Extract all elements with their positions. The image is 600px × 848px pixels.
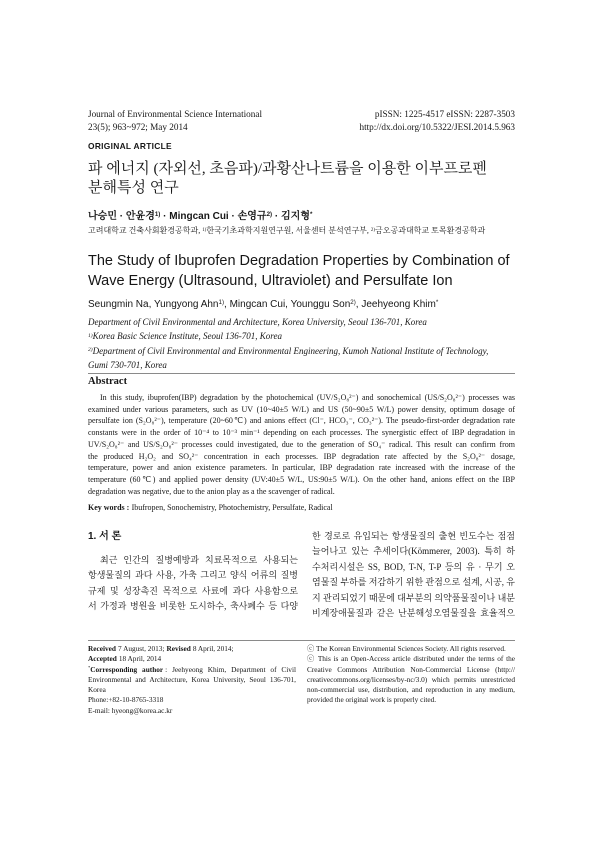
affiliation-mark: 2)	[370, 227, 376, 233]
body-line: 서 가정과 병원을 비롯한 도시하수, 축사폐수 등 다양	[88, 601, 298, 612]
author-separator: ,	[285, 299, 291, 310]
journal-name: Journal of Environmental Science International	[88, 109, 262, 119]
email-address[interactable]: E-mail: hyeong@korea.ac.kr	[88, 705, 173, 715]
author-name: Younggu Son	[290, 299, 351, 310]
received-label: Received	[88, 644, 116, 653]
copyright-notice	[307, 644, 515, 706]
author-separator: ,	[355, 299, 362, 310]
license-line: Creative Commons Attribution Non-Commercial License (http://	[307, 664, 515, 674]
article-type: ORIGINAL ARTICLE	[88, 141, 172, 151]
keywords-label: Key words :	[88, 503, 130, 512]
corresponding-text: Environmental and Architecture, Korea University, Seoul 136-701,	[88, 674, 296, 684]
footnote-divider	[88, 640, 515, 641]
keywords	[88, 503, 333, 513]
body-line: 규제 및 성장촉진 목적으로 사료에 과다 사용함으로	[88, 585, 298, 596]
body-line: 늘어나고 있는 추세이다(Kömmerer, 2003). 특히 하	[312, 546, 515, 557]
korean-author-list	[88, 211, 312, 223]
abstract-line: persulfate ion (S₂O₈²⁻), temperature (20~60℃) and anions effect (Cl⁻, HCO₃⁻, CO₃²⁻). The pseudo-first-order degradation rate	[88, 416, 515, 426]
journal-citation	[88, 108, 262, 134]
received-revised-line	[88, 644, 296, 654]
author-name: 나승민	[88, 211, 117, 222]
author-name: 안윤경	[125, 211, 155, 222]
license-line: creativecommons.org/licenses/by-nc/3.0) which permits unrestricted	[307, 674, 515, 684]
corresponding-author-line	[88, 665, 296, 675]
journal-identifiers	[359, 108, 515, 134]
korean-title	[88, 160, 487, 198]
issn: pISSN: 1225-4517 eISSN: 2287-3503	[374, 109, 515, 119]
accepted-date: 18 April, 2014	[118, 654, 162, 664]
author-name: 김지형	[281, 211, 310, 222]
abstract-heading: Abstract	[88, 376, 128, 387]
body-line: 지 관리되었기 때문에 대부분의 의약품물질이나 내분	[312, 592, 515, 603]
author-affiliation-mark: 2)	[350, 298, 356, 306]
body-line: 최근 인간의 질병예방과 치료목적으로 사용되는	[100, 555, 298, 565]
affiliation-mark: 2)	[88, 347, 93, 354]
license-line: ⓒ This is an Open-Access article distributed under the terms of the	[307, 654, 515, 664]
author-separator: ·	[272, 211, 281, 222]
abstract-line: constants were in the order of 10⁻⁴ to 10⁻³ min⁻¹ depending on each processes. The synergistic effect of IBP degradation in	[88, 428, 515, 438]
license-line: provided the original work is properly cited.	[307, 695, 437, 705]
author-name: Mingcan Cui	[229, 299, 286, 310]
author-separator: ,	[148, 299, 154, 310]
english-affiliations	[88, 315, 488, 373]
author-separator: ·	[160, 211, 170, 222]
article-history	[88, 644, 296, 716]
abstract-line: In this study, ibuprofen(IBP) degradation by the photochemical (UV/S₂O₈²⁻) and sonochemical (US/S₂O₈²⁻) processes was	[100, 393, 515, 402]
accepted-line	[88, 654, 296, 664]
author-name: 손영규	[237, 211, 267, 222]
author-affiliation-mark: 1)	[154, 210, 161, 218]
english-title	[88, 252, 510, 291]
english-title-line: Wave Energy (Ultrasound, Ultraviolet) and Persulfate Ion	[88, 272, 453, 289]
affiliation-text: Department of Civil Environmental and Architecture, Korea University, Seoul 136-701, Korea	[88, 317, 427, 327]
author-name: Mingcan Cui	[169, 211, 229, 222]
abstract-line: the produced H₂O₂ and SO₄²⁻ concentration in each processes. IBP degradation rate affected by the S₂O₈²⁻ dosage,	[88, 451, 515, 461]
body-line: 염물질 부하를 저감하기 위한 관점으로 설계, 시공, 유	[312, 577, 515, 588]
journal-issue: 23(5); 963~972; May 2014	[88, 122, 188, 132]
affiliation-text: 고려대학교 건축사회환경공학과,	[88, 226, 203, 235]
affiliation-line	[88, 344, 488, 358]
affiliation-text: Korea Basic Science Institute, Seoul 136-701, Korea	[92, 331, 282, 342]
section-number: 1.	[88, 531, 97, 542]
revised-label: Revised	[166, 644, 191, 653]
korean-affiliations	[88, 226, 485, 236]
doi-link[interactable]: http://dx.doi.org/10.5322/JESI.2014.5.963	[359, 122, 515, 132]
abstract-line: temperature (60℃) and applied power density (UV:40±5 W/L, US:90±5 W/L). On the other hand, anions effect on the IBP	[88, 474, 515, 484]
english-title-line: The Study of Ibuprofen Degradation Properties by Combination of	[88, 253, 510, 269]
affiliation-mark: 1)	[88, 332, 93, 339]
author-name: Yungyong Ahn	[153, 299, 219, 310]
affiliation-line	[88, 315, 488, 329]
abstract-line: UV/S₂O₈²⁻ and US/S₂O₈²⁻ processes could investigated, due to the generation of SO₄⁻ radical. This result can confirm from	[88, 439, 515, 449]
abstract-line: degradation was negative, due to the anion play as a the scavenger of radical.	[88, 486, 335, 496]
author-separator: ,	[224, 299, 230, 310]
body-column-left	[88, 553, 298, 615]
body-line: 수처리시설은 SS, BOD, T-N, T-P 등의 유 · 무기 오	[312, 561, 515, 572]
author-separator: ·	[228, 211, 238, 222]
body-line: 항생물질의 과다 사용, 가축 그리고 양식 어류의 질병	[88, 570, 298, 581]
corresponding-text: Korea	[88, 685, 106, 695]
section-heading	[88, 531, 121, 543]
corresponding-author-mark: *	[435, 298, 439, 306]
section-title: 서 론	[99, 531, 122, 542]
accepted-label: Accepted	[88, 654, 117, 664]
affiliation-text: 한국기초과학지원연구원, 서울센터 분석연구부,	[206, 226, 371, 235]
author-name: Seungmin Na	[88, 299, 149, 310]
corresponding-text: : Jeehyeong Khim, Department of Civil	[165, 664, 296, 674]
affiliation-line	[88, 329, 488, 343]
corresponding-mark: *	[88, 665, 91, 671]
divider	[88, 373, 515, 374]
korean-title-line: 분해특성 연구	[88, 180, 179, 196]
body-column-right	[312, 529, 515, 621]
english-author-list	[88, 299, 438, 311]
affiliation-text: Gumi 730-701, Korea	[88, 360, 167, 371]
affiliation-text: 금오공과대학교 토목환경공학과	[375, 226, 486, 235]
keywords-text: Ibufropen, Sonochemistry, Photochemistry, Persulfate, Radical	[131, 503, 333, 512]
revised-date: 8 April, 2014;	[192, 644, 234, 653]
affiliation-text: Department of Civil Environmental and Environmental Engineering, Kumoh National Institute of Technology,	[92, 345, 489, 356]
body-line: 비계장애물질과 같은 난분해성오염물질을 효율적으	[312, 608, 515, 619]
received-date: 7 August, 2013;	[118, 644, 165, 653]
corresponding-label: Corresponding author	[90, 664, 164, 674]
author-separator: ·	[116, 211, 126, 222]
author-name: Jeehyeong Khim	[361, 299, 436, 310]
abstract-line: examined under various parameters, such as UV (10~40±5 W/L) and US (50~90±5 W/L) power density, optimum dosage of	[88, 404, 515, 414]
body-line: 한 경로로 유입되는 항생물질의 출현 빈도수는 점점	[312, 531, 515, 541]
author-affiliation-mark: 2)	[266, 210, 273, 218]
abstract-body	[88, 392, 515, 497]
phone-number: Phone:+82-10-8765-3318	[88, 695, 164, 705]
korean-title-line: 파 에너지 (자외선, 초음파)/과황산나트륨을 이용한 이부프로펜	[88, 161, 487, 177]
license-line: non-commercial use, distribution, and reproduction in any medium,	[307, 685, 515, 695]
abstract-line: temperature, power and anion existence parameters. In particular, IBP degradation rate increased with the increase of the	[88, 463, 515, 473]
corresponding-author-mark: *	[309, 210, 313, 218]
copyright-line: ⓒ The Korean Environmental Sciences Society. All rights reserved.	[307, 644, 506, 653]
author-affiliation-mark: 1)	[218, 298, 225, 306]
affiliation-line	[88, 358, 488, 372]
affiliation-mark: 1)	[202, 227, 207, 233]
